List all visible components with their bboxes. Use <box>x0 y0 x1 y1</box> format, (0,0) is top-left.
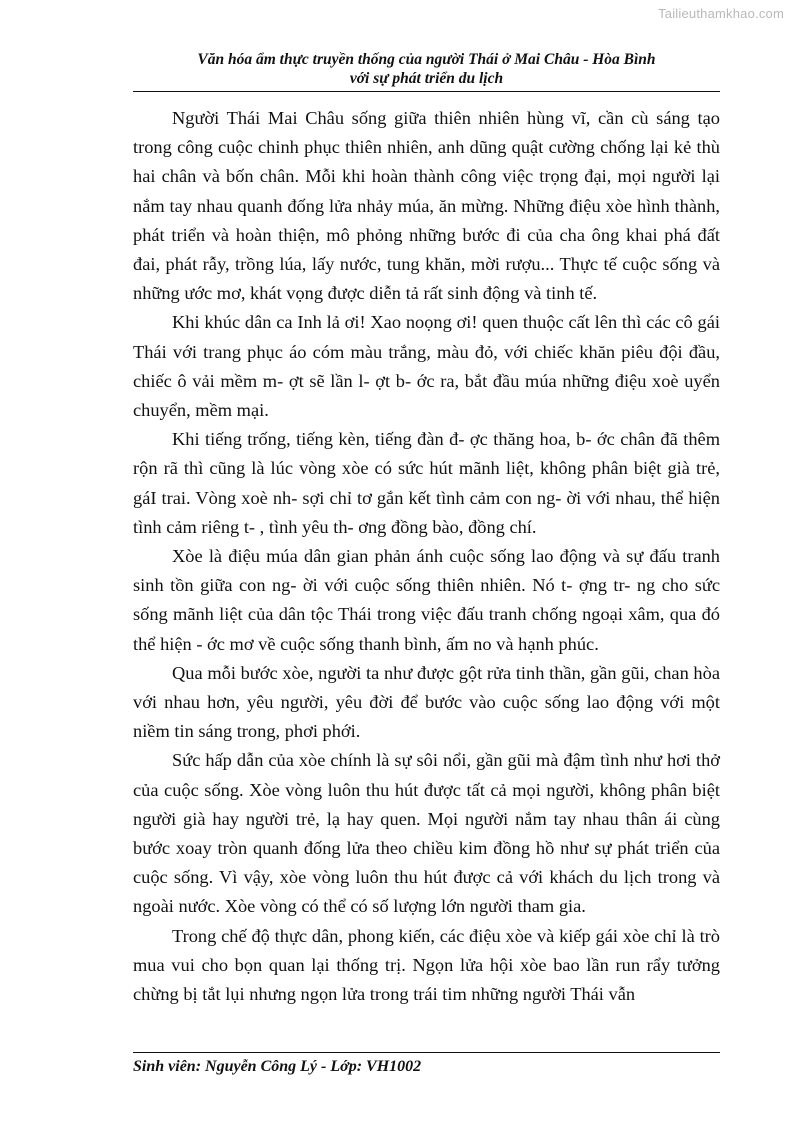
paragraph: Người Thái Mai Châu sống giữa thiên nhiên hùng vĩ, cần cù sáng tạo trong công cuộc chinh phục thiên nhiên, anh dũng quật cường chống lại kẻ thù hai chân và bốn chân. Mỗi khi hoàn thành công việc trọng đại, mọi người lại nắm tay nhau quanh đống lửa nhảy múa, ăn mừng. Những điệu xòe hình thành, phát triển và hoàn thiện, mô phỏng những bước đi của cha ông khai phá đất đai, phát rẫy, trồng lúa, lấy nước, tung khăn, mời rượu... Thực tế cuộc sống và những ước mơ, khát vọng được diễn tả rất sinh động và tinh tế. <box>133 108 720 304</box>
header-title-line-2: với sự phát triển du lịch <box>349 70 504 87</box>
document-body <box>133 104 720 1009</box>
watermark: Tailieuthamkhao.com <box>658 6 784 21</box>
paragraph: Xòe là điệu múa dân gian phản ánh cuộc sống lao động và sự đấu tranh sinh tồn giữa con ng- ời với cuộc sống thiên nhiên. Nó t- ợng tr- ng cho sức sống mãnh liệt của dân tộc Thái trong việc đấu tranh chống ngoại xâm, qua đó thể hiện - ớc mơ về cuộc sống thanh bình, ấm no và hạnh phúc. <box>133 546 720 654</box>
paragraph: Sức hấp dẫn của xòe chính là sự sôi nổi, gần gũi mà đậm tình như hơi thở của cuộc sống. Xòe vòng luôn thu hút được tất cả mọi người, không phân biệt người già hay người trẻ, lạ hay quen. Mọi người nắm tay nhau thân ái cùng bước xoay tròn quanh đống lửa theo chiều kim đồng hồ như sự phát triển của cuộc sống. Vì vậy, xòe vòng luôn thu hút được cả với khách du lịch trong và ngoài nước. Xòe vòng có thể có số lượng lớn người tham gia. <box>133 750 720 917</box>
paragraph: Qua mỗi bước xòe, người ta như được gột rửa tinh thần, gần gũi, chan hòa với nhau hơn, yêu người, yêu đời để bước vào cuộc sống lao động với một niềm tin sáng trong, phơi phới. <box>133 662 720 742</box>
header-title-line-1: Văn hóa ẩm thực truyền thống của người Thái ở Mai Châu - Hòa Bình <box>197 51 656 68</box>
page-header <box>133 50 720 88</box>
paragraph: Khi tiếng trống, tiếng kèn, tiếng đàn đ- ợc thăng hoa, b- ớc chân đã thêm rộn rã thì cũng là lúc vòng xòe có sức hút mãnh liệt, không phân biệt già trẻ, gáI trai. Vòng xoè nh- sợi chỉ tơ gắn kết tình cảm con ng- ời với nhau, thể hiện tình cảm riêng t- , tình yêu th- ơng đồng bào, đồng chí. <box>133 429 720 537</box>
header-divider <box>133 91 720 92</box>
page-footer: Sinh viên: Nguyễn Công Lý - Lớp: VH1002 <box>133 1058 422 1075</box>
paragraph: Trong chế độ thực dân, phong kiến, các điệu xòe và kiếp gái xòe chỉ là trò mua vui cho bọn quan lại thống trị. Ngọn lửa hội xòe bao lần run rẩy tưởng chừng bị tắt lụi nhưng ngọn lửa trong trái tim những người Thái vẫn <box>133 925 720 1005</box>
footer-divider <box>133 1052 720 1053</box>
paragraph: Khi khúc dân ca Inh lả ơi! Xao noọng ơi! quen thuộc cất lên thì các cô gái Thái với trang phục áo cóm màu trắng, màu đỏ, với chiếc khăn piêu đội đầu, chiếc ô vải mềm m- ợt sẽ lần l- ợt b- ớc ra, bắt đầu múa những điệu xoè uyển chuyển, mềm mại. <box>133 312 720 421</box>
